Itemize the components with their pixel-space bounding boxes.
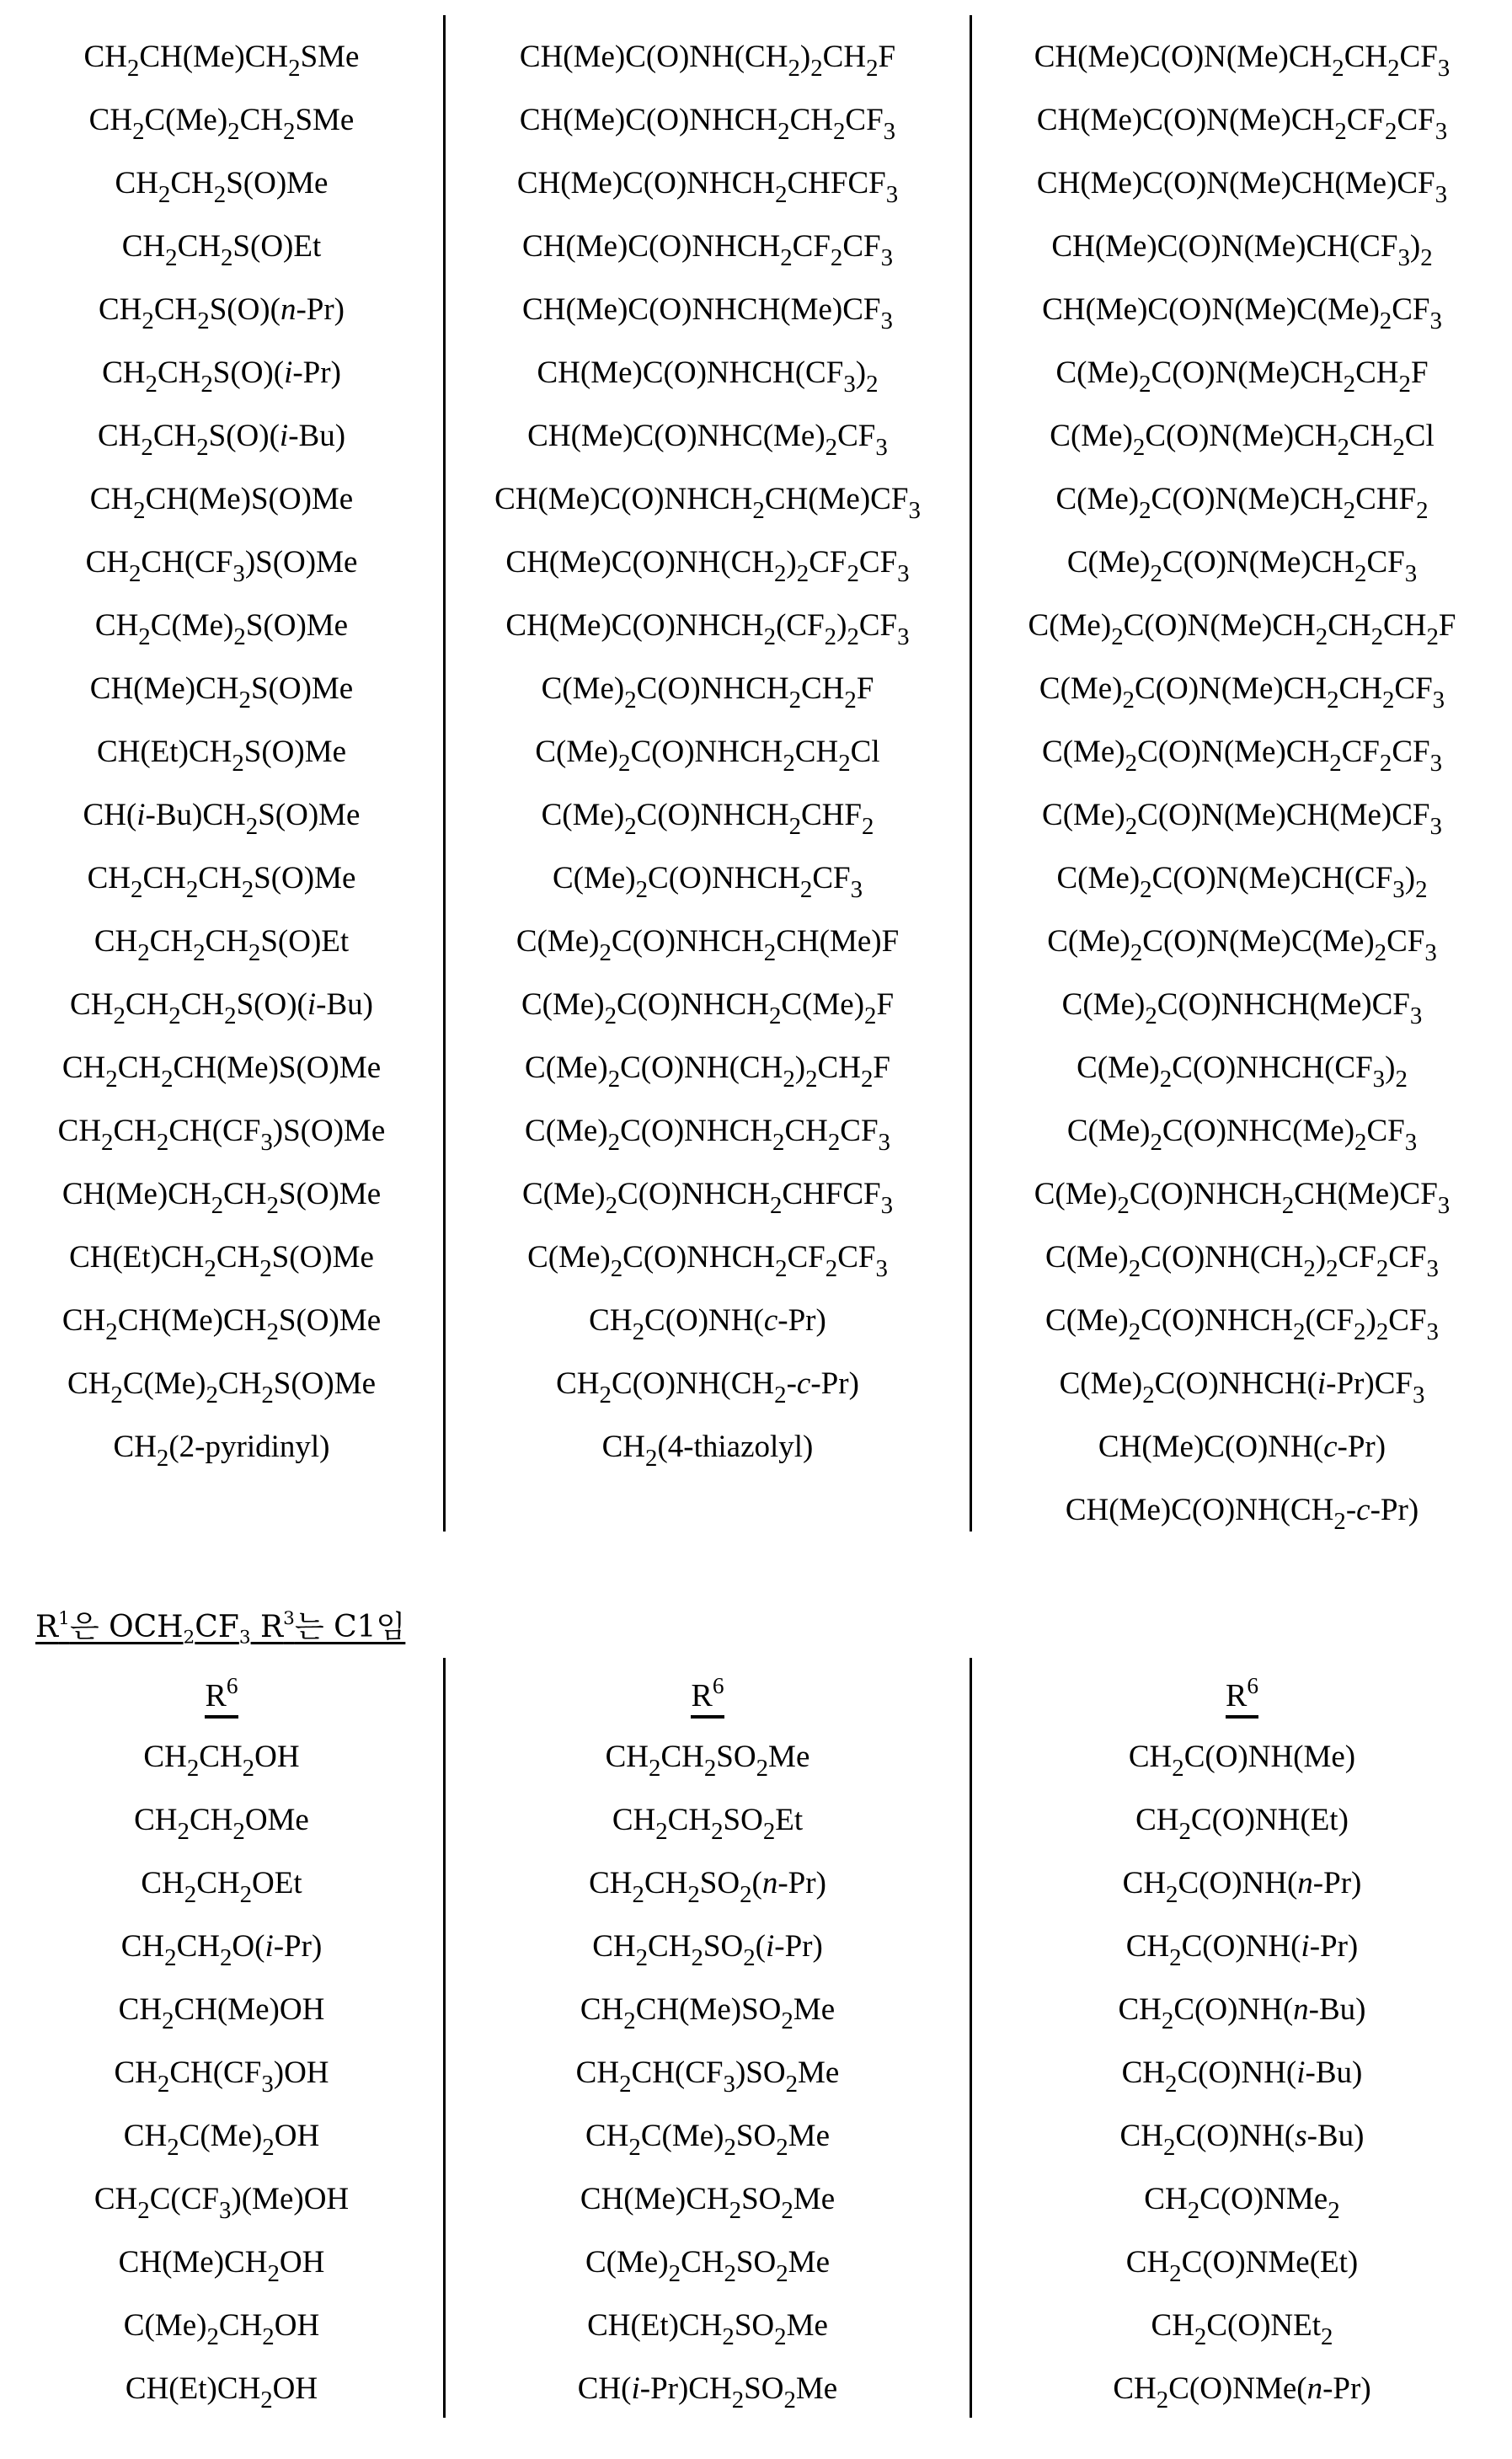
substituent-cell: $CH_2C(Me)_2CH_2S(O)Me$ (67, 1366, 377, 1409)
condition-heading (35, 1606, 405, 1649)
substituent-cell: $CH_2CH_2CH(CF_3)S(O)Me$ (57, 1114, 386, 1156)
r1-subscript: 2 (183, 1627, 195, 1649)
bottom-column-2 (446, 1666, 970, 2420)
bottom-column-3-items (1113, 1725, 1370, 2420)
substituent-cell: $C(Me)_2C(O)N(Me)CH_2CH_2F$ (1055, 355, 1429, 398)
substituent-cell: $CH(Me)C(O)NHCH(CF_3)_2$ (537, 355, 879, 398)
column-header-r6 (1226, 1666, 1258, 1725)
substituent-cell: $CH_2CH_2SO_2(n-Pr)$ (589, 1866, 826, 1908)
substituent-cell: $CH(Et)CH_2OH$ (125, 2371, 318, 2414)
substituent-cell: $CH_2C(O)NH(n-Bu)$ (1118, 1992, 1366, 2034)
substituent-cell: $CH_2C(Me)_2SO_2Me$ (585, 2119, 830, 2161)
substituent-cell: $CH_2C(O)NH(CH_2-c-Pr)$ (556, 1366, 859, 1409)
substituent-cell: $C(Me)_2C(O)N(Me)CH(Me)CF_3$ (1042, 798, 1442, 840)
substituent-cell: $CH_2CH(CF_3)SO_2Me$ (575, 2055, 840, 2098)
top-column-2 (446, 25, 970, 1478)
substituent-cell: $C(Me)_2C(O)NHCH(Me)CF_3$ (1061, 987, 1423, 1029)
substituent-cell: $CH_2C(O)NEt_2$ (1151, 2308, 1333, 2350)
substituent-cell: $C(Me)_2C(O)NHCH(CF_3)_2$ (1077, 1050, 1408, 1093)
substituent-cell: $CH_2C(Me)_2S(O)Me$ (94, 608, 349, 650)
r1-subscript: 3 (238, 1627, 251, 1649)
substituent-cell: $C(Me)_2C(O)NHCH_2CH(Me)F$ (516, 924, 900, 966)
substituent-cell: $CH_2CH(Me)CH_2S(O)Me$ (61, 1303, 382, 1345)
column-header-r6 (205, 1666, 238, 1725)
substituent-cell: $CH_2CH(Me)SO_2Me$ (580, 1992, 836, 2034)
substituent-cell: $CH(Me)C(O)NHCH_2CH_2CF_3$ (519, 103, 896, 145)
bottom-substituent-table (0, 1658, 1512, 2424)
bottom-column-2-items (576, 1725, 840, 2420)
substituent-cell: $CH_2CH_2S(O)Et$ (121, 229, 322, 271)
substituent-cell: $C(Me)_2C(O)N(Me)CH_2CF_3$ (1066, 545, 1418, 587)
substituent-cell: $C(Me)_2C(O)NHCH(i-Pr)CF_3$ (1059, 1366, 1425, 1409)
r6-superscript: 6 (1247, 1672, 1259, 1698)
substituent-cell: $CH_2C(O)NH(i-Bu)$ (1121, 2055, 1363, 2098)
substituent-cell: $CH_2CH_2S(O)Me$ (115, 166, 329, 208)
substituent-cell: $C(Me)_2C(O)NH(CH_2)_2CH_2F$ (525, 1050, 890, 1093)
substituent-cell: $CH_2CH(CF_3)OH$ (114, 2055, 329, 2098)
substituent-cell: $CH(Me)C(O)N(Me)CH(CF_3)_2$ (1051, 229, 1433, 271)
substituent-cell: $CH(Me)C(O)N(Me)CH_2CF_2CF_3$ (1036, 103, 1448, 145)
substituent-cell: $CH_2CH_2SO_2Et$ (612, 1803, 804, 1845)
substituent-cell: $CH_2C(O)NH(Et)$ (1135, 1803, 1349, 1845)
substituent-cell: $CH(Me)C(O)NHCH_2CH(Me)CF_3$ (494, 482, 921, 524)
substituent-cell: $CH_2CH_2OMe$ (134, 1803, 309, 1845)
substituent-cell: $CH_2C(O)NMe(Et)$ (1125, 2245, 1359, 2287)
substituent-cell: $CH(Me)CH_2CH_2S(O)Me$ (61, 1177, 382, 1219)
substituent-cell: $CH(Me)C(O)NH(CH_2)_2CH_2F$ (519, 40, 896, 82)
substituent-cell: $C(Me)_2C(O)NHCH_2CH_2F$ (541, 671, 874, 714)
substituent-cell: $CH_2CH_2S(O)(i-Bu)$ (97, 419, 346, 461)
substituent-cell: $CH(Me)CH_2S(O)Me$ (89, 671, 354, 714)
substituent-cell: $CH(Me)C(O)NH(CH_2-c-Pr)$ (1065, 1493, 1419, 1535)
substituent-cell: $CH_2CH_2CH_2S(O)(i-Bu)$ (70, 987, 373, 1029)
substituent-cell: $C(Me)_2CH_2OH$ (123, 2308, 320, 2350)
substituent-cell: $C(Me)_2C(O)NHCH_2CHFCF_3$ (521, 1177, 894, 1219)
substituent-cell: $CH_2CH(CF_3)S(O)Me$ (85, 545, 358, 587)
substituent-cell: CH(Me)C(O)NH(c-Pr) (1098, 1430, 1386, 1464)
bottom-column-3 (972, 1666, 1512, 2420)
substituent-cell: $C(Me)_2C(O)NHCH_2CF_3$ (552, 861, 863, 903)
r1-text: 은 OCH (69, 1610, 184, 1644)
substituent-cell: $CH_2CH(Me)CH_2SMe$ (83, 40, 360, 82)
r6-superscript: 6 (712, 1672, 724, 1698)
substituent-cell: $C(Me)_2C(O)N(Me)C(Me)_2CF_3$ (1047, 924, 1437, 966)
substituent-cell: $CH_2(4-thiazolyl)$ (601, 1430, 814, 1472)
substituent-cell: $CH_2C(Me)_2OH$ (123, 2119, 320, 2161)
substituent-cell: $CH(Me)C(O)NHC(Me)_2CF_3$ (527, 419, 888, 461)
substituent-cell: $C(Me)_2C(O)NHC(Me)_2CF_3$ (1066, 1114, 1418, 1156)
r6-base: R (1225, 1678, 1248, 1713)
substituent-cell: $C(Me)_2CH_2SO_2Me$ (585, 2245, 830, 2287)
substituent-cell: $C(Me)_2C(O)N(Me)CH_2CHF_2$ (1055, 482, 1429, 524)
substituent-cell: $CH_2C(O)NMe_2$ (1144, 2182, 1340, 2224)
substituent-cell: $C(Me)_2C(O)N(Me)CH_2CF_2CF_3$ (1041, 735, 1443, 777)
substituent-cell: $CH(Et)CH_2SO_2Me$ (587, 2308, 828, 2350)
substituent-cell: $C(Me)_2C(O)NH(CH_2)_2CF_2CF_3$ (1045, 1240, 1439, 1282)
substituent-cell: $CH(Me)C(O)N(Me)CH(Me)CF_3$ (1036, 166, 1448, 208)
top-column-3 (972, 25, 1512, 1542)
column-header-r6 (691, 1666, 724, 1725)
substituent-cell: $CH(Me)C(O)NHCH_2CF_2CF_3$ (521, 229, 894, 271)
substituent-cell: $C(Me)_2C(O)NHCH_2CHF_2$ (541, 798, 874, 840)
substituent-cell: $CH_2(2-pyridinyl)$ (113, 1430, 330, 1472)
substituent-cell: $C(Me)_2C(O)N(Me)CH(CF_3)_2$ (1056, 861, 1428, 903)
substituent-cell: $CH_2C(O)NH(Me)$ (1128, 1740, 1356, 1782)
substituent-cell: $CH_2CH_2CH_2S(O)Et$ (93, 924, 350, 966)
substituent-cell: $CH_2CH(Me)OH$ (118, 1992, 325, 2034)
substituent-cell: $CH_2C(O)NH(s-Bu)$ (1119, 2119, 1365, 2161)
substituent-cell: $CH(Me)C(O)NHCH_2CHFCF_3$ (516, 166, 899, 208)
substituent-cell: $CH_2CH_2S(O)(i-Pr)$ (102, 355, 341, 398)
substituent-cell: $CH_2CH_2S(O)(n-Pr)$ (99, 292, 345, 334)
bottom-column-1 (0, 1666, 443, 2420)
substituent-cell: $CH(i-Pr)CH_2SO_2Me$ (577, 2371, 838, 2414)
r1-label: R (35, 1610, 59, 1644)
substituent-cell: $CH_2CH_2O(i-Pr)$ (120, 1929, 323, 1971)
substituent-cell: $C(Me)_2C(O)NHCH_2CH_2CF_3$ (525, 1114, 890, 1156)
r1-superscript: 1 (58, 1607, 70, 1629)
substituent-cell: $C(Me)_2C(O)N(Me)CH_2CH_2CF_3$ (1039, 671, 1445, 714)
substituent-cell: $CH(Me)C(O)N(Me)C(Me)_2CF_3$ (1042, 292, 1442, 334)
substituent-cell: $CH_2C(CF_3)(Me)OH$ (93, 2182, 350, 2224)
substituent-cell: $C(Me)_2C(O)NHCH_2(CF_2)_2CF_3$ (1045, 1303, 1439, 1345)
substituent-cell: $C(Me)_2C(O)NHCH_2CH_2Cl$ (535, 735, 880, 777)
substituent-cell: $CH_2CH_2CH_2S(O)Me$ (87, 861, 356, 903)
substituent-cell: $CH(Me)C(O)NHCH(Me)CF_3$ (522, 292, 893, 334)
top-column-1 (0, 25, 443, 1478)
substituent-cell: $CH_2CH_2SO_2(i-Pr)$ (592, 1929, 823, 1971)
substituent-cell: $CH(Et)CH_2CH_2S(O)Me$ (69, 1240, 374, 1282)
substituent-cell: $C(Me)_2C(O)NHCH_2CH(Me)CF_3$ (1034, 1177, 1451, 1219)
substituent-cell: $CH_2CH_2OH$ (143, 1740, 300, 1782)
substituent-cell: $CH(Et)CH_2S(O)Me$ (96, 735, 347, 777)
substituent-cell: $CH_2CH_2CH(Me)S(O)Me$ (61, 1050, 382, 1093)
substituent-cell: $CH(Me)C(O)NHCH_2(CF_2)_2CF_3$ (505, 608, 910, 650)
substituent-cell: $CH(i-Bu)CH_2S(O)Me$ (83, 798, 361, 840)
r1-text-mid: CF (195, 1610, 239, 1644)
substituent-cell: $CH_2C(O)NH(n-Pr)$ (1122, 1866, 1362, 1908)
substituent-cell: $CH_2CH(Me)S(O)Me$ (89, 482, 354, 524)
substituent-cell: $CH_2C(O)NH(i-Pr)$ (1125, 1929, 1359, 1971)
substituent-cell: $CH(Me)CH_2OH$ (118, 2245, 325, 2287)
substituent-cell: $CH_2C(O)NH(c-Pr)$ (589, 1303, 826, 1345)
r3-superscript: 3 (283, 1607, 295, 1629)
substituent-cell: $C(Me)_2C(O)N(Me)CH_2CH_2Cl$ (1050, 419, 1435, 461)
r3-text: 는 C1임 (294, 1610, 406, 1644)
substituent-cell: $C(Me)_2C(O)N(Me)CH_2CH_2CH_2F$ (1028, 608, 1456, 650)
substituent-cell: $C(Me)_2C(O)NHCH_2C(Me)_2F$ (521, 987, 895, 1029)
substituent-cell: $CH(Me)CH_2SO_2Me$ (580, 2182, 836, 2224)
substituent-cell: $CH(Me)C(O)N(Me)CH_2CH_2CF_3$ (1034, 40, 1451, 82)
substituent-cell: $CH_2C(O)NMe(n-Pr)$ (1113, 2371, 1371, 2414)
bottom-column-1-items (94, 1725, 349, 2420)
substituent-cell: $CH_2CH_2SO_2Me$ (605, 1740, 810, 1782)
substituent-cell: $CH_2C(Me)_2CH_2SMe$ (88, 103, 355, 145)
substituent-cell: $CH_2CH_2OEt$ (141, 1866, 302, 1908)
r6-base: R (691, 1678, 713, 1713)
substituent-cell: $CH(Me)C(O)NH(CH_2)_2CF_2CF_3$ (505, 545, 910, 587)
r6-base: R (205, 1678, 227, 1713)
r6-superscript: 6 (226, 1672, 238, 1698)
substituent-cell: $C(Me)_2C(O)NHCH_2CF_2CF_3$ (527, 1240, 888, 1282)
r3-label: R (250, 1610, 284, 1644)
